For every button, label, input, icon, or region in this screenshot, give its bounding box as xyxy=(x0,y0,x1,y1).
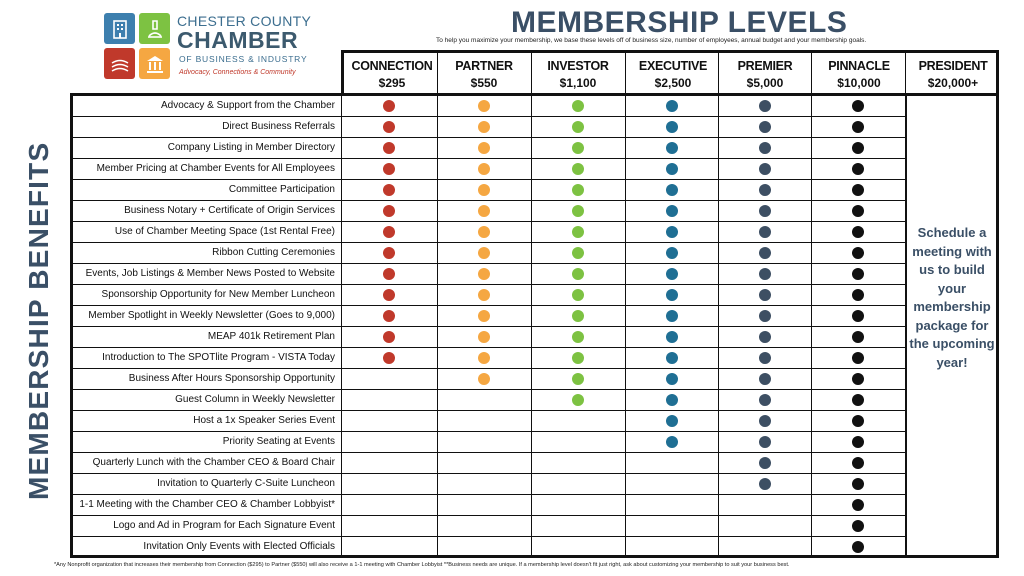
benefit-dot-pinnacle xyxy=(852,457,864,469)
levels-header xyxy=(341,50,999,93)
page-subtitle: To help you maximize your membership, we base these levels off of business size, number of employees, annual budget and your membership goals. xyxy=(436,37,867,44)
benefit-row xyxy=(73,516,905,537)
benefit-dot-connection xyxy=(383,268,395,280)
benefit-dot-premier xyxy=(759,163,771,175)
benefit-dot-premier xyxy=(759,394,771,406)
benefit-dot-investor xyxy=(572,247,584,259)
benefit-dot-connection xyxy=(383,247,395,259)
benefit-dot-connection xyxy=(383,205,395,217)
benefit-dot-premier xyxy=(759,436,771,448)
benefit-dot-pinnacle xyxy=(852,100,864,112)
level-connection xyxy=(347,59,437,90)
benefit-dot-premier xyxy=(759,289,771,301)
benefit-row xyxy=(73,201,905,222)
benefit-row xyxy=(73,285,905,306)
level-pinnacle xyxy=(814,59,904,90)
benefit-dot-pinnacle xyxy=(852,226,864,238)
benefit-dot-pinnacle xyxy=(852,142,864,154)
logo-line-3: OF BUSINESS & INDUSTRY xyxy=(179,54,308,64)
benefit-dot-executive xyxy=(666,310,678,322)
benefit-label: Ribbon Cutting Ceremonies xyxy=(212,247,335,258)
header-divider xyxy=(625,53,626,93)
benefit-dot-partner xyxy=(478,184,490,196)
benefit-dot-connection xyxy=(383,142,395,154)
benefit-dot-partner xyxy=(478,100,490,112)
benefit-dot-investor xyxy=(572,289,584,301)
benefit-row xyxy=(73,369,905,390)
benefit-dot-premier xyxy=(759,205,771,217)
benefit-dot-premier xyxy=(759,100,771,112)
level-investor xyxy=(533,59,623,90)
benefit-row xyxy=(73,117,905,138)
benefit-dot-premier xyxy=(759,478,771,490)
benefit-dot-connection xyxy=(383,100,395,112)
benefit-dot-executive xyxy=(666,415,678,427)
farm-icon xyxy=(104,48,135,79)
benefit-dot-pinnacle xyxy=(852,268,864,280)
benefit-dot-premier xyxy=(759,142,771,154)
level-price: $2,500 xyxy=(654,76,692,90)
logo-tagline: Advocacy, Connections & Community xyxy=(179,69,296,76)
building-icon xyxy=(104,13,135,44)
benefit-row xyxy=(73,243,905,264)
column-divider xyxy=(905,96,907,555)
benefit-dot-pinnacle xyxy=(852,247,864,259)
benefit-label: Business After Hours Sponsorship Opportunity xyxy=(128,373,335,384)
benefit-dot-investor xyxy=(572,331,584,343)
benefit-dot-partner xyxy=(478,373,490,385)
level-price: $1,100 xyxy=(559,76,597,90)
level-partner xyxy=(439,59,529,90)
benefit-row xyxy=(73,411,905,432)
benefit-dot-connection xyxy=(383,184,395,196)
benefit-label: Advocacy & Support from the Chamber xyxy=(161,100,335,111)
benefit-row xyxy=(73,390,905,411)
benefit-dot-investor xyxy=(572,352,584,364)
benefit-dot-partner xyxy=(478,289,490,301)
level-executive xyxy=(628,59,718,90)
benefit-dot-premier xyxy=(759,457,771,469)
benefit-dot-premier xyxy=(759,121,771,133)
level-name: INVESTOR xyxy=(547,59,609,73)
benefit-dot-pinnacle xyxy=(852,478,864,490)
level-price: $295 xyxy=(378,76,406,90)
benefit-label: Priority Seating at Events xyxy=(222,436,335,447)
benefit-dot-partner xyxy=(478,163,490,175)
benefit-dot-executive xyxy=(666,142,678,154)
president-note: Schedule a meeting with us to build your membership package for the upcoming year! xyxy=(909,225,995,370)
benefit-row xyxy=(73,537,905,558)
benefit-label: Introduction to The SPOTlite Program - VISTA Today xyxy=(102,352,335,363)
benefit-dot-investor xyxy=(572,373,584,385)
benefit-label: Member Spotlight in Weekly Newsletter (Goes to 9,000) xyxy=(88,310,335,321)
benefit-dot-partner xyxy=(478,121,490,133)
microscope-icon xyxy=(139,13,170,44)
benefit-dot-executive xyxy=(666,436,678,448)
benefit-label: Business Notary + Certificate of Origin Services xyxy=(124,205,335,216)
benefit-dot-premier xyxy=(759,352,771,364)
benefit-dot-pinnacle xyxy=(852,520,864,532)
benefit-dot-executive xyxy=(666,226,678,238)
benefit-dot-partner xyxy=(478,205,490,217)
level-name: EXECUTIVE xyxy=(638,59,708,73)
benefit-row xyxy=(73,453,905,474)
benefit-dot-investor xyxy=(572,226,584,238)
benefit-dot-investor xyxy=(572,100,584,112)
benefit-label: Host a 1x Speaker Series Event xyxy=(193,415,335,426)
benefit-dot-premier xyxy=(759,331,771,343)
header-divider xyxy=(437,53,438,93)
benefit-dot-connection xyxy=(383,331,395,343)
level-price: $550 xyxy=(470,76,498,90)
benefits-table xyxy=(70,93,999,558)
column-divider xyxy=(625,96,626,555)
benefit-label: Guest Column in Weekly Newsletter xyxy=(175,394,335,405)
benefit-dot-connection xyxy=(383,121,395,133)
footnote: *Any Nonprofit organization that increases their membership from Connection ($295) to Partner ($550) will also receive a 1-1 meeting with Chamber Lobbyist **Business needs are unique. If a membership level doesn't fit just right, ask about customizing your membership to suit your business best. xyxy=(54,562,790,568)
benefit-dot-partner xyxy=(478,310,490,322)
benefit-dot-connection xyxy=(383,310,395,322)
benefit-label: Committee Participation xyxy=(228,184,335,195)
benefit-row xyxy=(73,495,905,516)
benefit-dot-pinnacle xyxy=(852,289,864,301)
benefit-dot-premier xyxy=(759,226,771,238)
benefit-dot-executive xyxy=(666,247,678,259)
benefit-label: Events, Job Listings & Member News Posted to Website xyxy=(85,268,335,279)
benefit-dot-investor xyxy=(572,184,584,196)
level-premier xyxy=(720,59,810,90)
benefit-label: Member Pricing at Chamber Events for All Employees xyxy=(96,163,335,174)
column-divider xyxy=(437,96,438,555)
benefit-row xyxy=(73,474,905,495)
level-price: $5,000 xyxy=(746,76,784,90)
benefit-dot-pinnacle xyxy=(852,184,864,196)
benefit-row xyxy=(73,306,905,327)
level-name: CONNECTION xyxy=(351,59,433,73)
level-name: PARTNER xyxy=(455,59,513,73)
benefit-dot-investor xyxy=(572,142,584,154)
benefit-dot-pinnacle xyxy=(852,163,864,175)
benefit-dot-pinnacle xyxy=(852,310,864,322)
benefit-dot-investor xyxy=(572,310,584,322)
level-name: PINNACLE xyxy=(828,59,890,73)
benefit-dot-executive xyxy=(666,352,678,364)
benefit-row xyxy=(73,348,905,369)
benefit-row xyxy=(73,96,905,117)
benefit-dot-executive xyxy=(666,268,678,280)
side-title: MEMBERSHIP BENEFITS xyxy=(23,141,54,500)
benefit-dot-partner xyxy=(478,268,490,280)
benefit-dot-investor xyxy=(572,268,584,280)
benefit-dot-premier xyxy=(759,247,771,259)
benefit-dot-pinnacle xyxy=(852,373,864,385)
benefit-row xyxy=(73,432,905,453)
benefit-dot-executive xyxy=(666,163,678,175)
level-price: $10,000 xyxy=(837,76,881,90)
page-title: MEMBERSHIP LEVELS xyxy=(511,6,848,39)
benefit-dot-partner xyxy=(478,247,490,259)
benefit-dot-pinnacle xyxy=(852,394,864,406)
benefit-row xyxy=(73,222,905,243)
benefit-row xyxy=(73,180,905,201)
benefit-label: Invitation Only Events with Elected Officials xyxy=(143,541,335,552)
benefit-dot-premier xyxy=(759,184,771,196)
benefit-label: Sponsorship Opportunity for New Member Luncheon xyxy=(101,289,335,300)
column-divider xyxy=(718,96,719,555)
header-divider xyxy=(905,53,906,93)
benefit-label: Direct Business Referrals xyxy=(222,121,335,132)
chamber-logo xyxy=(104,13,312,83)
benefit-dot-executive xyxy=(666,331,678,343)
header-divider xyxy=(811,53,812,93)
benefit-dot-executive xyxy=(666,184,678,196)
benefit-dot-connection xyxy=(383,226,395,238)
benefit-dot-executive xyxy=(666,394,678,406)
benefit-dot-premier xyxy=(759,310,771,322)
benefit-dot-partner xyxy=(478,142,490,154)
level-name: PREMIER xyxy=(737,59,793,73)
benefit-row xyxy=(73,327,905,348)
benefit-dot-executive xyxy=(666,205,678,217)
benefit-dot-pinnacle xyxy=(852,436,864,448)
benefit-dot-pinnacle xyxy=(852,415,864,427)
level-president xyxy=(908,59,998,90)
benefit-label: 1-1 Meeting with the Chamber CEO & Chamber Lobbyist* xyxy=(79,499,335,510)
benefit-dot-executive xyxy=(666,100,678,112)
benefit-dot-investor xyxy=(572,121,584,133)
benefit-dot-partner xyxy=(478,226,490,238)
government-building-icon xyxy=(139,48,170,79)
benefit-dot-pinnacle xyxy=(852,331,864,343)
benefit-row xyxy=(73,159,905,180)
benefit-label: MEAP 401k Retirement Plan xyxy=(207,331,335,342)
benefit-label: Invitation to Quarterly C-Suite Luncheon xyxy=(157,478,335,489)
benefit-dot-executive xyxy=(666,373,678,385)
benefit-dot-connection xyxy=(383,352,395,364)
benefit-label: Company Listing in Member Directory xyxy=(167,142,335,153)
benefit-dot-premier xyxy=(759,415,771,427)
logo-tiles xyxy=(104,13,170,79)
benefit-row xyxy=(73,264,905,285)
column-divider xyxy=(341,96,342,555)
benefit-dot-executive xyxy=(666,121,678,133)
logo-line-2: CHAMBER xyxy=(177,27,299,53)
benefit-dot-premier xyxy=(759,373,771,385)
benefit-dot-investor xyxy=(572,205,584,217)
benefit-dot-executive xyxy=(666,289,678,301)
benefit-label: Logo and Ad in Program for Each Signature Event xyxy=(113,520,335,531)
benefit-dot-connection xyxy=(383,289,395,301)
header-divider xyxy=(531,53,532,93)
column-divider xyxy=(531,96,532,555)
benefit-dot-investor xyxy=(572,163,584,175)
benefit-dot-premier xyxy=(759,268,771,280)
benefit-dot-pinnacle xyxy=(852,205,864,217)
header-divider xyxy=(718,53,719,93)
benefit-dot-pinnacle xyxy=(852,499,864,511)
benefit-dot-pinnacle xyxy=(852,352,864,364)
level-price: $20,000+ xyxy=(927,76,979,90)
benefit-dot-connection xyxy=(383,163,395,175)
benefit-label: Use of Chamber Meeting Space (1st Rental Free) xyxy=(114,226,335,237)
benefit-label: Quarterly Lunch with the Chamber CEO & Board Chair xyxy=(92,457,335,468)
benefit-dot-partner xyxy=(478,331,490,343)
benefit-dot-partner xyxy=(478,352,490,364)
benefit-dot-pinnacle xyxy=(852,541,864,553)
logo-line-1: CHESTER COUNTY xyxy=(177,13,312,29)
column-divider xyxy=(811,96,812,555)
benefit-dot-investor xyxy=(572,394,584,406)
level-name: PRESIDENT xyxy=(918,59,988,73)
benefit-row xyxy=(73,138,905,159)
benefit-dot-pinnacle xyxy=(852,121,864,133)
